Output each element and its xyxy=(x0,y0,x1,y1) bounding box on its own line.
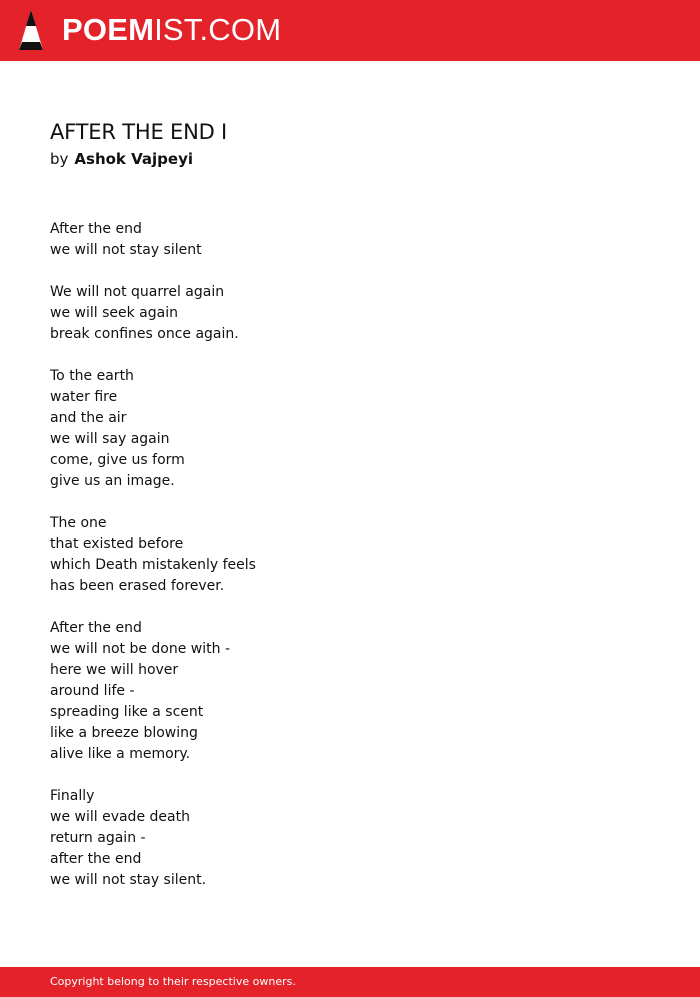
poem-line: give us an image. xyxy=(50,473,175,489)
poem-line: which Death mistakenly feels xyxy=(50,557,256,573)
poem-line: after the end xyxy=(50,851,142,867)
site-footer xyxy=(0,967,700,997)
poem-line: has been erased forever. xyxy=(50,578,225,594)
poem-line: break confines once again. xyxy=(50,326,239,342)
poem-line: around life - xyxy=(50,683,135,699)
poem-stanza xyxy=(50,366,256,492)
poem-stanza xyxy=(50,219,256,261)
poem-line: we will evade death xyxy=(50,809,190,825)
poem-line: After the end xyxy=(50,620,142,636)
poem-line: return again - xyxy=(50,830,146,846)
poem-line: we will not stay silent. xyxy=(50,872,207,888)
poem-author: Ashok Vajpeyi xyxy=(74,150,194,168)
poem-line: we will seek again xyxy=(50,305,178,321)
poem-line: come, give us form xyxy=(50,452,185,468)
poem-stanza xyxy=(50,786,256,891)
poem-line: We will not quarrel again xyxy=(50,284,225,300)
poem-line: we will not be done with - xyxy=(50,641,231,657)
poem-body xyxy=(50,219,256,891)
poem-line: like a breeze blowing xyxy=(50,725,198,741)
poem-stanza xyxy=(50,513,256,597)
poem-line: To the earth xyxy=(50,368,134,384)
poem-byline xyxy=(50,149,193,169)
poem-line: alive like a memory. xyxy=(50,746,191,762)
site-header xyxy=(0,0,700,61)
poem-line: spreading like a scent xyxy=(50,704,204,720)
copyright-notice: Copyright belong to their respective owners. xyxy=(50,975,296,988)
poem-line: here we will hover xyxy=(50,662,179,678)
poem-line: we will not stay silent xyxy=(50,242,202,258)
logo-text-light: IST.COM xyxy=(154,12,282,47)
poem-line: The one xyxy=(50,515,107,531)
poem-stanza xyxy=(50,282,256,345)
logo-text-bold: POEM xyxy=(62,12,155,47)
poem-line: we will say again xyxy=(50,431,170,447)
site-logo[interactable] xyxy=(62,12,281,48)
poem-line: and the air xyxy=(50,410,127,426)
poem-line: water fire xyxy=(50,389,118,405)
by-label: by xyxy=(50,150,69,168)
pencil-tip-icon xyxy=(18,9,44,51)
poem-line: Finally xyxy=(50,788,95,804)
poem-line: that existed before xyxy=(50,536,184,552)
poem-line: After the end xyxy=(50,221,142,237)
poem-stanza xyxy=(50,618,256,765)
poem-title: AFTER THE END I xyxy=(50,120,228,144)
